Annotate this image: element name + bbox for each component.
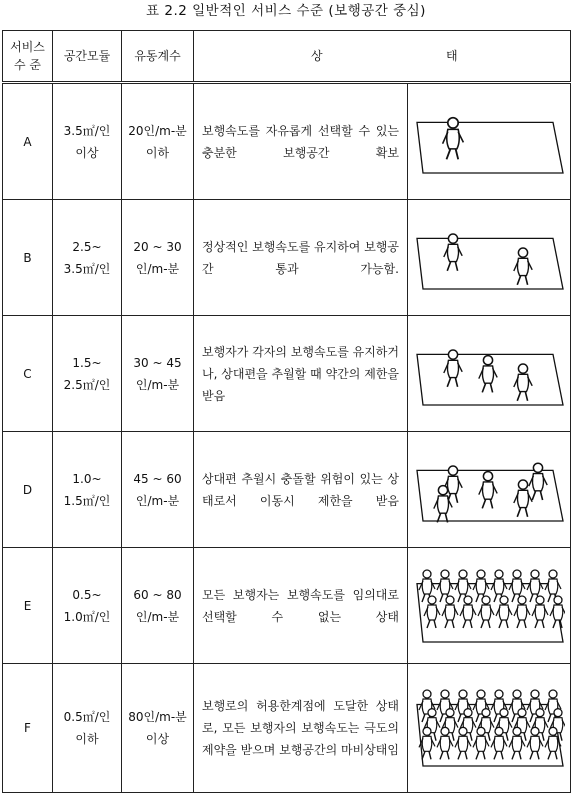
level-cell: A [3, 83, 53, 200]
desc-cell [194, 548, 408, 664]
pedestrian-illustration [413, 455, 565, 525]
table-title: 표 2.2 일반적인 서비스 수준 (보행공간 중심) [146, 3, 426, 19]
table-row [3, 200, 571, 316]
level-cell: F [3, 664, 53, 793]
illustration-cell [408, 316, 571, 432]
desc-text: 보행자가 각자의 보행속도를 유지하거나, 상대편을 추월할 때 약간의 제한을 받음 [202, 344, 399, 403]
level-cell: E [3, 548, 53, 664]
pedestrian-illustration [413, 686, 565, 770]
flow-cell: 30 ~ 45 인/m-분 [122, 316, 194, 432]
level-cell: B [3, 200, 53, 316]
header-row [3, 31, 571, 83]
area-cell: 2.5~ 3.5㎡/인 [53, 200, 122, 316]
desc-cell [194, 664, 408, 793]
flow-cell: 20인/m-분 이하 [122, 83, 194, 200]
area-cell: 1.0~ 1.5㎡/인 [53, 432, 122, 548]
illustration-cell [408, 548, 571, 664]
header-level: 서비스 수 준 [3, 31, 53, 83]
flow-cell: 45 ~ 60 인/m-분 [122, 432, 194, 548]
flow-cell: 20 ~ 30 인/m-분 [122, 200, 194, 316]
header-flow: 유동계수 [122, 31, 194, 83]
desc-cell [194, 316, 408, 432]
desc-text: 보행로의 허용한계점에 도달한 상태로, 모든 보행자의 보행속도는 극도의 제약을 받으며 보행공간의 마비상태임 [202, 699, 399, 757]
area-cell: 0.5㎡/인 이하 [53, 664, 122, 793]
header-state-left: 상 [311, 49, 323, 63]
pedestrian-illustration [413, 339, 565, 409]
area-cell: 0.5~ 1.0㎡/인 [53, 548, 122, 664]
illustration-cell [408, 432, 571, 548]
table-row [3, 83, 571, 200]
illustration-cell [408, 200, 571, 316]
desc-text: 상대편 추월시 충돌할 위험이 있는 상태로서 이동시 제한을 받음 [202, 471, 399, 508]
header-state [194, 31, 571, 83]
pedestrian-illustration [413, 107, 565, 177]
table-row [3, 432, 571, 548]
desc-cell [194, 200, 408, 316]
desc-cell [194, 432, 408, 548]
header-area: 공간모듈 [53, 31, 122, 83]
desc-cell [194, 83, 408, 200]
flow-cell: 80인/m-분 이상 [122, 664, 194, 793]
walkway-outline [417, 122, 563, 173]
illustration-cell [408, 83, 571, 200]
flow-cell: 60 ~ 80 인/m-분 [122, 548, 194, 664]
area-cell: 1.5~ 2.5㎡/인 [53, 316, 122, 432]
desc-text: 보행속도를 자유롭게 선택할 수 있는 충분한 보행공간 확보 [202, 123, 399, 160]
pedestrian-illustration [413, 566, 565, 646]
table-row [3, 664, 571, 793]
header-state-right: 태 [446, 49, 458, 63]
service-level-table [2, 30, 571, 793]
level-cell: C [3, 316, 53, 432]
pedestrian-illustration [413, 223, 565, 293]
desc-text: 정상적인 보행속도를 유지하여 보행공간 통과 가능함. [202, 239, 399, 276]
walkway-outline [417, 238, 563, 289]
area-cell: 3.5㎡/인 이상 [53, 83, 122, 200]
table-row [3, 548, 571, 664]
table-row [3, 316, 571, 432]
illustration-cell [408, 664, 571, 793]
level-cell: D [3, 432, 53, 548]
desc-text: 모든 보행자는 보행속도를 임의대로 선택할 수 없는 상태 [202, 587, 399, 624]
